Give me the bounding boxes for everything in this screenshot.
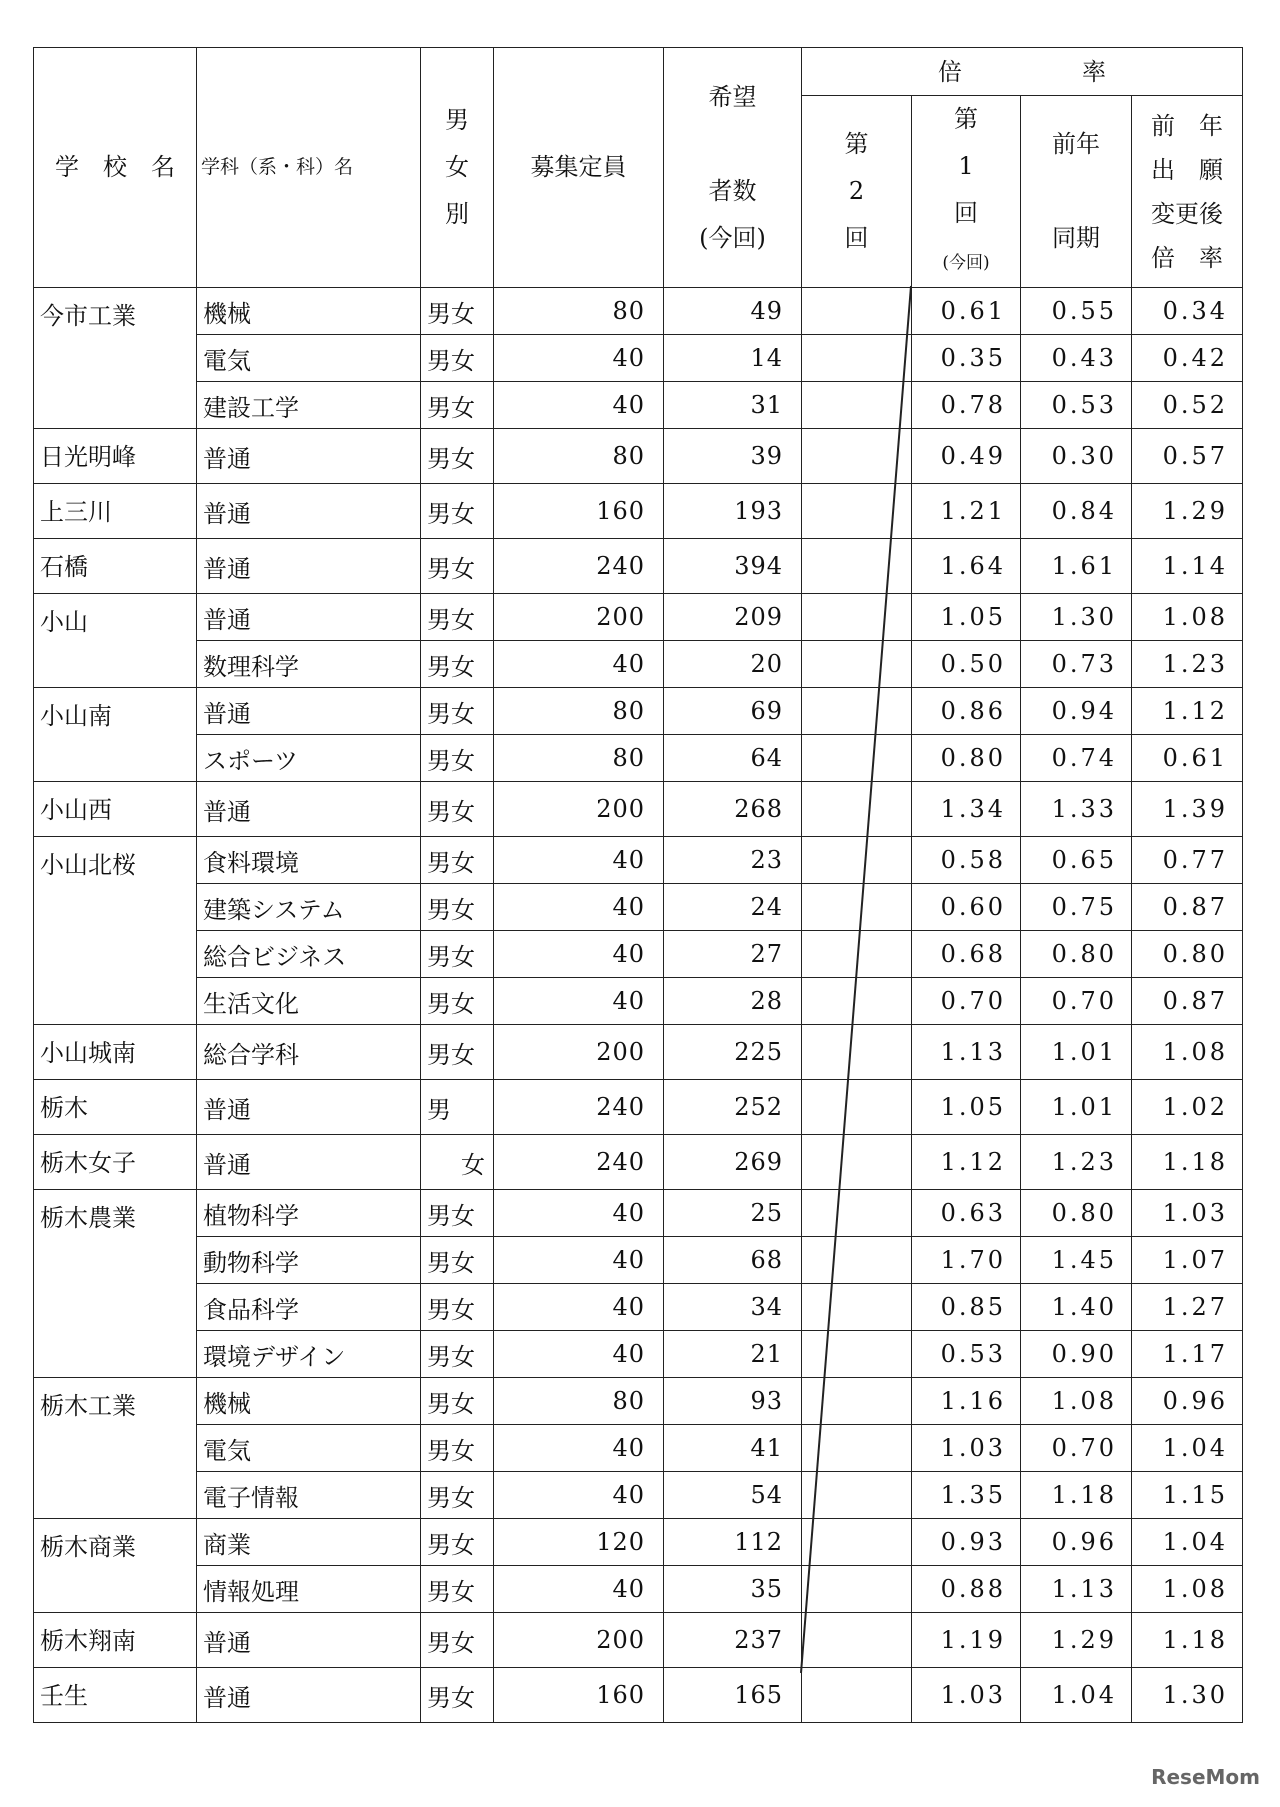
dept-name: 建築システム <box>197 884 421 931</box>
round1-ratio: 1.16 <box>912 1378 1021 1425</box>
school-name: 小山南 <box>34 688 197 782</box>
applicants: 93 <box>664 1378 802 1425</box>
prev-same-ratio: 0.30 <box>1021 429 1132 484</box>
round2-ratio <box>802 429 912 484</box>
admission-ratio-table <box>33 47 1243 1723</box>
prev-after-ratio: 1.17 <box>1132 1331 1243 1378</box>
dept-name: 普通 <box>197 688 421 735</box>
table-row <box>34 1566 1243 1613</box>
round1-ratio: 1.13 <box>912 1025 1021 1080</box>
table-row <box>34 539 1243 594</box>
table-row <box>34 1080 1243 1135</box>
prev-same-ratio: 1.30 <box>1021 594 1132 641</box>
applicants: 64 <box>664 735 802 782</box>
prev-same-ratio: 1.29 <box>1021 1613 1132 1668</box>
applicants: 237 <box>664 1613 802 1668</box>
prev-same-ratio: 1.18 <box>1021 1472 1132 1519</box>
sex: 男 <box>421 1080 494 1135</box>
table-row <box>34 735 1243 782</box>
table-row <box>34 335 1243 382</box>
prev-same-ratio: 0.74 <box>1021 735 1132 782</box>
capacity: 200 <box>494 782 664 837</box>
applicants: 68 <box>664 1237 802 1284</box>
round2-ratio <box>802 382 912 429</box>
table-row <box>34 782 1243 837</box>
sex: 男女 <box>421 1613 494 1668</box>
prev-same-ratio: 0.53 <box>1021 382 1132 429</box>
header-prev-after: 前 年 出 願 変更後 倍 率 <box>1132 96 1243 288</box>
round1-ratio: 1.34 <box>912 782 1021 837</box>
round1-ratio: 0.50 <box>912 641 1021 688</box>
school-name: 石橋 <box>34 539 197 594</box>
prev-after-ratio: 1.23 <box>1132 641 1243 688</box>
table-row <box>34 288 1243 335</box>
dept-name: 商業 <box>197 1519 421 1566</box>
round1-ratio: 0.63 <box>912 1190 1021 1237</box>
round2-ratio <box>802 1025 912 1080</box>
header-prev-same: 前年 同期 <box>1021 96 1132 288</box>
prev-after-ratio: 1.08 <box>1132 1566 1243 1613</box>
round1-ratio: 0.80 <box>912 735 1021 782</box>
applicants: 24 <box>664 884 802 931</box>
round2-ratio <box>802 884 912 931</box>
school-name: 上三川 <box>34 484 197 539</box>
round1-ratio: 1.70 <box>912 1237 1021 1284</box>
sex: 男女 <box>421 641 494 688</box>
dept-name: 普通 <box>197 782 421 837</box>
applicants: 23 <box>664 837 802 884</box>
table-row <box>34 837 1243 884</box>
dept-name: 普通 <box>197 429 421 484</box>
round1-ratio: 0.93 <box>912 1519 1021 1566</box>
prev-after-ratio: 1.15 <box>1132 1472 1243 1519</box>
prev-after-ratio: 0.96 <box>1132 1378 1243 1425</box>
resemom-watermark: ReseMom <box>1151 1765 1260 1789</box>
capacity: 40 <box>494 884 664 931</box>
dept-name: 機械 <box>197 1378 421 1425</box>
applicants: 394 <box>664 539 802 594</box>
table-row <box>34 1613 1243 1668</box>
prev-same-ratio: 1.01 <box>1021 1025 1132 1080</box>
dept-name: 情報処理 <box>197 1566 421 1613</box>
table-row <box>34 594 1243 641</box>
capacity: 80 <box>494 688 664 735</box>
sex: 男女 <box>421 884 494 931</box>
prev-same-ratio: 1.61 <box>1021 539 1132 594</box>
table-row <box>34 1668 1243 1723</box>
round2-ratio <box>802 1613 912 1668</box>
round2-ratio <box>802 1668 912 1723</box>
school-name: 栃木工業 <box>34 1378 197 1519</box>
capacity: 40 <box>494 335 664 382</box>
capacity: 80 <box>494 1378 664 1425</box>
dept-name: 普通 <box>197 1613 421 1668</box>
round1-ratio: 0.58 <box>912 837 1021 884</box>
prev-after-ratio: 0.87 <box>1132 884 1243 931</box>
table-row <box>34 1135 1243 1190</box>
sex: 男女 <box>421 978 494 1025</box>
round1-ratio: 1.05 <box>912 1080 1021 1135</box>
applicants: 252 <box>664 1080 802 1135</box>
round2-ratio <box>802 1472 912 1519</box>
prev-after-ratio: 0.42 <box>1132 335 1243 382</box>
prev-after-ratio: 1.29 <box>1132 484 1243 539</box>
prev-after-ratio: 1.12 <box>1132 688 1243 735</box>
round2-ratio <box>802 641 912 688</box>
prev-after-ratio: 1.07 <box>1132 1237 1243 1284</box>
applicants: 20 <box>664 641 802 688</box>
round2-ratio <box>802 735 912 782</box>
dept-name: 普通 <box>197 484 421 539</box>
prev-same-ratio: 0.80 <box>1021 1190 1132 1237</box>
sex: 男女 <box>421 429 494 484</box>
sex: 男女 <box>421 539 494 594</box>
dept-name: 動物科学 <box>197 1237 421 1284</box>
sex: 男女 <box>421 1425 494 1472</box>
dept-name: 食料環境 <box>197 837 421 884</box>
table-row <box>34 641 1243 688</box>
round2-ratio <box>802 782 912 837</box>
round1-ratio: 0.61 <box>912 288 1021 335</box>
prev-same-ratio: 0.90 <box>1021 1331 1132 1378</box>
prev-after-ratio: 1.14 <box>1132 539 1243 594</box>
capacity: 40 <box>494 1190 664 1237</box>
prev-same-ratio: 1.08 <box>1021 1378 1132 1425</box>
sex: 男女 <box>421 1668 494 1723</box>
sex: 男女 <box>421 1378 494 1425</box>
school-name: 壬生 <box>34 1668 197 1723</box>
applicants: 21 <box>664 1331 802 1378</box>
prev-after-ratio: 1.02 <box>1132 1080 1243 1135</box>
dept-name: 普通 <box>197 539 421 594</box>
header-round1-note: (今回) <box>942 253 990 273</box>
sex: 男女 <box>421 1472 494 1519</box>
header-sex: 男 女 別 <box>421 48 494 288</box>
prev-same-ratio: 1.33 <box>1021 782 1132 837</box>
round1-ratio: 0.86 <box>912 688 1021 735</box>
round1-ratio: 1.03 <box>912 1425 1021 1472</box>
capacity: 40 <box>494 1425 664 1472</box>
sex: 男女 <box>421 1331 494 1378</box>
capacity: 80 <box>494 735 664 782</box>
prev-after-ratio: 0.87 <box>1132 978 1243 1025</box>
applicants: 69 <box>664 688 802 735</box>
table-row <box>34 688 1243 735</box>
prev-after-ratio: 0.34 <box>1132 288 1243 335</box>
table-row <box>34 1025 1243 1080</box>
applicants: 209 <box>664 594 802 641</box>
dept-name: 生活文化 <box>197 978 421 1025</box>
prev-after-ratio: 1.30 <box>1132 1668 1243 1723</box>
prev-same-ratio: 0.70 <box>1021 1425 1132 1472</box>
sex: 男女 <box>421 1025 494 1080</box>
capacity: 240 <box>494 1080 664 1135</box>
capacity: 200 <box>494 1025 664 1080</box>
sex: 男女 <box>421 1519 494 1566</box>
prev-after-ratio: 1.08 <box>1132 1025 1243 1080</box>
school-name: 栃木 <box>34 1080 197 1135</box>
school-name: 小山城南 <box>34 1025 197 1080</box>
dept-name: 普通 <box>197 1080 421 1135</box>
dept-name: 電気 <box>197 335 421 382</box>
table-row <box>34 884 1243 931</box>
prev-after-ratio: 1.39 <box>1132 782 1243 837</box>
round2-ratio <box>802 335 912 382</box>
prev-after-ratio: 1.27 <box>1132 1284 1243 1331</box>
round1-ratio: 1.19 <box>912 1613 1021 1668</box>
applicants: 14 <box>664 335 802 382</box>
prev-same-ratio: 0.73 <box>1021 641 1132 688</box>
prev-after-ratio: 0.61 <box>1132 735 1243 782</box>
sex: 男女 <box>421 1566 494 1613</box>
capacity: 40 <box>494 382 664 429</box>
header-school: 学 校 名 <box>34 48 197 288</box>
capacity: 200 <box>494 1613 664 1668</box>
applicants: 165 <box>664 1668 802 1723</box>
round2-ratio <box>802 688 912 735</box>
prev-same-ratio: 0.55 <box>1021 288 1132 335</box>
school-name: 日光明峰 <box>34 429 197 484</box>
round2-ratio <box>802 1566 912 1613</box>
dept-name: 普通 <box>197 1135 421 1190</box>
capacity: 40 <box>494 978 664 1025</box>
school-name: 小山 <box>34 594 197 688</box>
applicants: 35 <box>664 1566 802 1613</box>
round1-ratio: 0.49 <box>912 429 1021 484</box>
dept-name: 総合学科 <box>197 1025 421 1080</box>
table-row <box>34 1237 1243 1284</box>
round1-ratio: 0.88 <box>912 1566 1021 1613</box>
capacity: 40 <box>494 1237 664 1284</box>
prev-same-ratio: 0.84 <box>1021 484 1132 539</box>
capacity: 40 <box>494 1472 664 1519</box>
dept-name: 食品科学 <box>197 1284 421 1331</box>
capacity: 160 <box>494 484 664 539</box>
prev-same-ratio: 0.70 <box>1021 978 1132 1025</box>
prev-same-ratio: 0.96 <box>1021 1519 1132 1566</box>
round2-ratio <box>802 1331 912 1378</box>
prev-after-ratio: 1.04 <box>1132 1519 1243 1566</box>
round1-ratio: 1.05 <box>912 594 1021 641</box>
sex: 男女 <box>421 688 494 735</box>
applicants: 49 <box>664 288 802 335</box>
sex: 男女 <box>421 288 494 335</box>
capacity: 120 <box>494 1519 664 1566</box>
prev-same-ratio: 0.80 <box>1021 931 1132 978</box>
table-row <box>34 931 1243 978</box>
prev-same-ratio: 1.13 <box>1021 1566 1132 1613</box>
sex: 男女 <box>421 735 494 782</box>
round1-ratio: 1.03 <box>912 1668 1021 1723</box>
applicants: 34 <box>664 1284 802 1331</box>
prev-same-ratio: 0.43 <box>1021 335 1132 382</box>
prev-after-ratio: 1.18 <box>1132 1135 1243 1190</box>
applicants: 28 <box>664 978 802 1025</box>
table-row <box>34 1425 1243 1472</box>
capacity: 40 <box>494 837 664 884</box>
school-name: 栃木農業 <box>34 1190 197 1378</box>
capacity: 40 <box>494 1284 664 1331</box>
applicants: 193 <box>664 484 802 539</box>
applicants: 269 <box>664 1135 802 1190</box>
round1-ratio: 1.35 <box>912 1472 1021 1519</box>
header-dept: 学科（系・科）名 <box>197 48 421 288</box>
table-row <box>34 429 1243 484</box>
capacity: 40 <box>494 931 664 978</box>
capacity: 240 <box>494 539 664 594</box>
table-row <box>34 978 1243 1025</box>
prev-after-ratio: 1.08 <box>1132 594 1243 641</box>
dept-name: 電子情報 <box>197 1472 421 1519</box>
sex: 男女 <box>421 335 494 382</box>
round2-ratio <box>802 1284 912 1331</box>
table-row <box>34 1378 1243 1425</box>
round1-ratio: 1.21 <box>912 484 1021 539</box>
round2-ratio <box>802 1190 912 1237</box>
table-row <box>34 382 1243 429</box>
table-row <box>34 484 1243 539</box>
round2-ratio <box>802 1135 912 1190</box>
prev-after-ratio: 1.18 <box>1132 1613 1243 1668</box>
capacity: 80 <box>494 429 664 484</box>
prev-same-ratio: 1.45 <box>1021 1237 1132 1284</box>
dept-name: 建設工学 <box>197 382 421 429</box>
sex: 女 <box>421 1135 494 1190</box>
round2-ratio <box>802 837 912 884</box>
applicants: 225 <box>664 1025 802 1080</box>
dept-name: 機械 <box>197 288 421 335</box>
sex: 男女 <box>421 1237 494 1284</box>
applicants: 41 <box>664 1425 802 1472</box>
round2-ratio <box>802 1237 912 1284</box>
applicants: 112 <box>664 1519 802 1566</box>
applicants: 31 <box>664 382 802 429</box>
round1-ratio: 0.70 <box>912 978 1021 1025</box>
applicants: 25 <box>664 1190 802 1237</box>
round2-ratio <box>802 539 912 594</box>
sex: 男女 <box>421 594 494 641</box>
capacity: 160 <box>494 1668 664 1723</box>
header-ratio-group: 倍 率 <box>802 48 1243 96</box>
dept-name: 普通 <box>197 594 421 641</box>
header-round2: 第 2 回 <box>802 96 912 288</box>
prev-same-ratio: 1.01 <box>1021 1080 1132 1135</box>
sex: 男女 <box>421 837 494 884</box>
table-row <box>34 1190 1243 1237</box>
prev-after-ratio: 1.03 <box>1132 1190 1243 1237</box>
school-name: 小山西 <box>34 782 197 837</box>
round2-ratio <box>802 1080 912 1135</box>
header-round1-label: 第 1 回 <box>954 105 978 227</box>
sex: 男女 <box>421 782 494 837</box>
round1-ratio: 1.64 <box>912 539 1021 594</box>
dept-name: 環境デザイン <box>197 1331 421 1378</box>
round1-ratio: 0.53 <box>912 1331 1021 1378</box>
round1-ratio: 0.78 <box>912 382 1021 429</box>
table-row <box>34 1284 1243 1331</box>
round2-ratio <box>802 931 912 978</box>
dept-name: スポーツ <box>197 735 421 782</box>
prev-after-ratio: 0.57 <box>1132 429 1243 484</box>
prev-same-ratio: 0.94 <box>1021 688 1132 735</box>
round1-ratio: 0.68 <box>912 931 1021 978</box>
applicants: 268 <box>664 782 802 837</box>
prev-same-ratio: 1.40 <box>1021 1284 1132 1331</box>
header-applicants: 希望 者数 (今回) <box>664 48 802 288</box>
sex: 男女 <box>421 484 494 539</box>
applicants: 54 <box>664 1472 802 1519</box>
round2-ratio <box>802 484 912 539</box>
school-name: 今市工業 <box>34 288 197 429</box>
dept-name: 電気 <box>197 1425 421 1472</box>
round2-ratio <box>802 594 912 641</box>
prev-same-ratio: 1.23 <box>1021 1135 1132 1190</box>
table-row <box>34 1519 1243 1566</box>
prev-same-ratio: 0.65 <box>1021 837 1132 884</box>
prev-after-ratio: 1.04 <box>1132 1425 1243 1472</box>
round1-ratio: 0.60 <box>912 884 1021 931</box>
round2-ratio <box>802 288 912 335</box>
prev-after-ratio: 0.77 <box>1132 837 1243 884</box>
dept-name: 数理科学 <box>197 641 421 688</box>
school-name: 栃木翔南 <box>34 1613 197 1668</box>
applicants: 39 <box>664 429 802 484</box>
capacity: 40 <box>494 1566 664 1613</box>
round2-ratio <box>802 1519 912 1566</box>
applicants: 27 <box>664 931 802 978</box>
prev-same-ratio: 0.75 <box>1021 884 1132 931</box>
capacity: 240 <box>494 1135 664 1190</box>
round2-ratio <box>802 978 912 1025</box>
sex: 男女 <box>421 1190 494 1237</box>
sex: 男女 <box>421 1284 494 1331</box>
capacity: 200 <box>494 594 664 641</box>
sex: 男女 <box>421 931 494 978</box>
round1-ratio: 0.85 <box>912 1284 1021 1331</box>
table-row <box>34 1331 1243 1378</box>
round1-ratio: 1.12 <box>912 1135 1021 1190</box>
capacity: 40 <box>494 1331 664 1378</box>
school-name: 小山北桜 <box>34 837 197 1025</box>
prev-same-ratio: 1.04 <box>1021 1668 1132 1723</box>
prev-after-ratio: 0.52 <box>1132 382 1243 429</box>
dept-name: 植物科学 <box>197 1190 421 1237</box>
round1-ratio: 0.35 <box>912 335 1021 382</box>
school-name: 栃木商業 <box>34 1519 197 1613</box>
header-round1 <box>912 96 1021 288</box>
round2-ratio <box>802 1378 912 1425</box>
sex: 男女 <box>421 382 494 429</box>
capacity: 40 <box>494 641 664 688</box>
dept-name: 総合ビジネス <box>197 931 421 978</box>
prev-after-ratio: 0.80 <box>1132 931 1243 978</box>
school-name: 栃木女子 <box>34 1135 197 1190</box>
capacity: 80 <box>494 288 664 335</box>
table-row <box>34 1472 1243 1519</box>
dept-name: 普通 <box>197 1668 421 1723</box>
header-capacity: 募集定員 <box>494 48 664 288</box>
round2-ratio <box>802 1425 912 1472</box>
